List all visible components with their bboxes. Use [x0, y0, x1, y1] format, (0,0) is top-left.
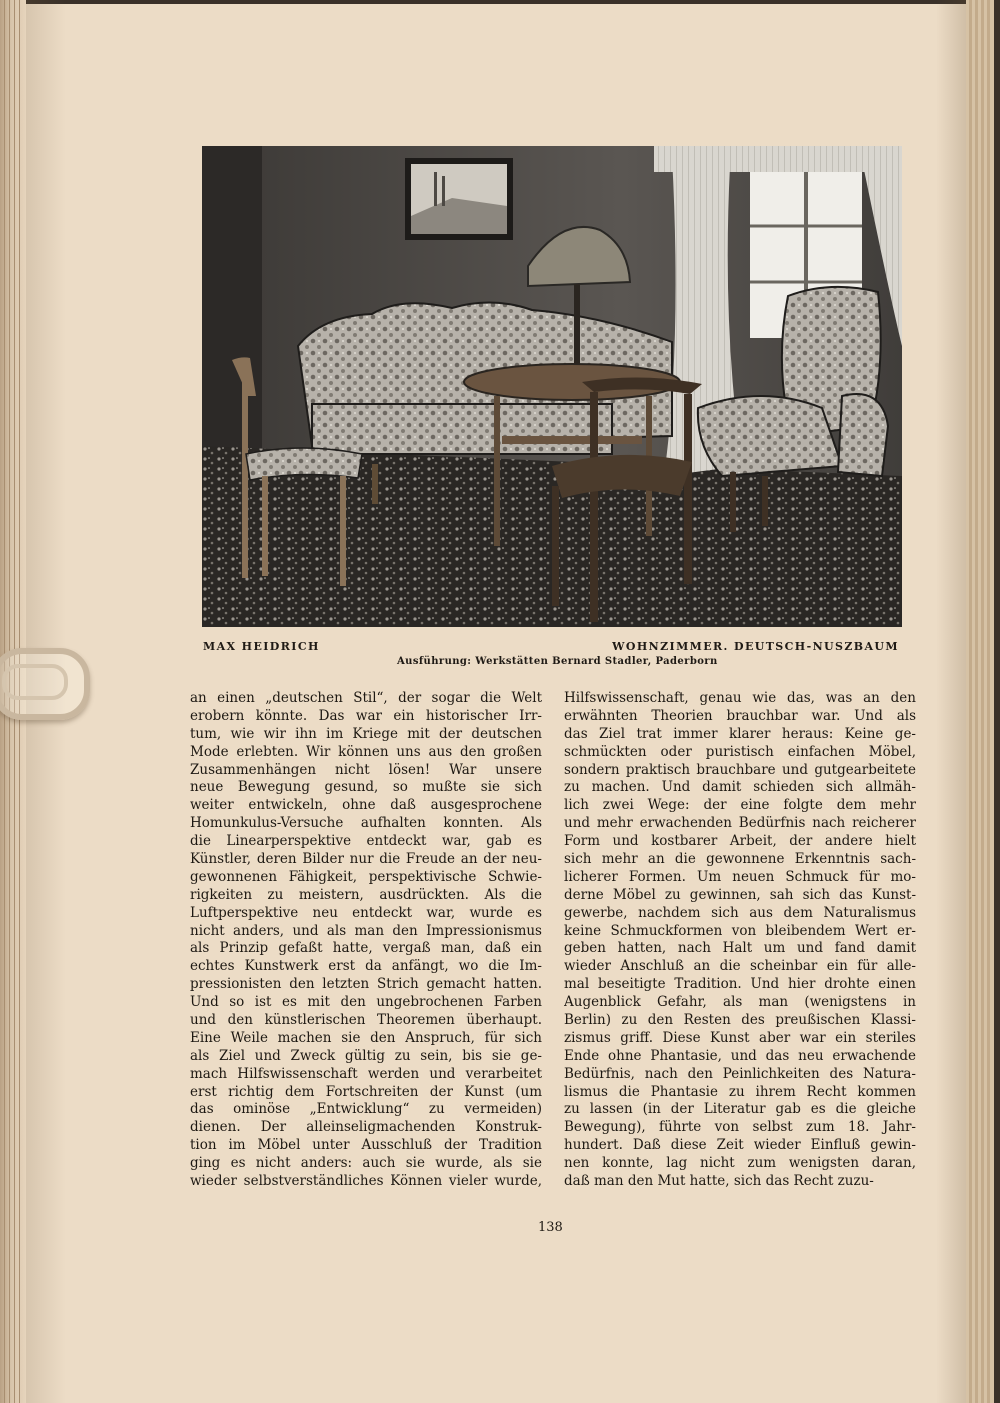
text-line: das ominöse „Entwicklung“ zu vermeiden): [190, 1101, 542, 1118]
text-line: und mehr erwachenden Bedürfnis nach reicherer: [564, 815, 916, 832]
text-line: Augenblick Gefahr, als man (wenigstens in: [564, 994, 916, 1011]
text-line: Künstler, deren Bilder nur die Freude an der neu-: [190, 851, 542, 868]
scan-top-border: [0, 0, 1000, 4]
text-line: Mode erlebten. Wir können uns aus den großen: [190, 743, 542, 760]
text-line: das Ziel trat immer klarer heraus: Keine ge-: [564, 725, 916, 742]
text-line: mal beseitigte Tradition. Und hier drohte einen: [564, 976, 916, 993]
text-line: Berlin) zu den Resten des preußischen Klassi-: [564, 1012, 916, 1029]
scan-right-border: [994, 0, 1000, 1403]
text-line: mach Hilfswissenschaft werden und verarbeitet: [190, 1065, 542, 1082]
text-line: Und so ist es mit den ungebrochenen Farben: [190, 994, 542, 1011]
text-line: nen konnte, lag nicht zum wenigsten daran,: [564, 1155, 916, 1172]
text-line: erst richtig dem Fortschreiten der Kunst (um: [190, 1083, 542, 1100]
text-line: zu lassen (in der Literatur gab es die gleiche: [564, 1101, 916, 1118]
text-line: Luftperspektive neu entdeckt war, wurde es: [190, 904, 542, 921]
text-line: daß man den Mut hatte, sich das Recht zuzu-: [564, 1173, 874, 1190]
text-line: nicht anders, und als man den Impressionismus: [190, 922, 542, 939]
text-line: pressionisten den letzten Strich gemacht hatten.: [190, 976, 542, 993]
text-line: als Prinzip gefaßt hatte, vergaß man, daß ein: [190, 940, 542, 957]
text-line: zu machen. Und damit schieden sich allmäh-: [564, 779, 916, 796]
text-line: an einen „deutschen Stil“, der sogar die Welt: [190, 690, 542, 706]
text-line: lismus die Phantasie zu ihrem Recht kommen: [564, 1083, 916, 1100]
photo-drawing: [202, 146, 902, 627]
text-line: echtes Kunstwerk erst da anfängt, wo die Im-: [190, 958, 542, 975]
text-line: die Linearperspektive entdeckt war, gab es: [190, 833, 542, 850]
text-line: licherer Formen. Um neuen Schmuck für mo-: [564, 868, 916, 885]
living-room-photograph: [202, 146, 902, 627]
text-line: schmückten oder puristisch einfachen Möbel,: [564, 743, 916, 760]
text-line: rigkeiten zu meistern, ausdrückten. Als die: [190, 886, 542, 903]
page-number: 138: [538, 1220, 563, 1235]
text-line: gewonnenen Fähigkeit, perspektivische Schwie-: [190, 868, 542, 885]
text-line: wieder selbstverständliches Können vieler wurde,: [190, 1173, 542, 1190]
text-line: keine Schmuckformen von bleibendem Wert er-: [564, 922, 916, 939]
text-line: geben hatten, nach Halt um und fand damit: [564, 940, 916, 957]
text-line: Homunkulus-Versuche aufhalten konnten. Als: [190, 815, 542, 832]
paper-clip: [0, 648, 90, 720]
text-line: derne Möbel zu gewinnen, sah sich das Kunst-: [564, 886, 916, 903]
text-line: Bewegung), führte von selbst zum 18. Jahr-: [564, 1119, 916, 1136]
text-line: weiter entwickeln, ohne daß ausgesprochene: [190, 797, 542, 814]
text-column-left: [190, 690, 542, 1191]
text-line: und den künstlerischen Theoremen überhaupt.: [190, 1012, 542, 1029]
text-line: Hilfswissenschaft, genau wie das, was an den: [564, 690, 916, 706]
text-line: Bedürfnis, nach den Peinlichkeiten des Natura-: [564, 1065, 916, 1082]
text-line: Eine Weile machen sie den Anspruch, für sich: [190, 1029, 542, 1046]
text-line: tum, wie wir ihn im Kriege mit der deutschen: [190, 725, 542, 742]
text-line: tion im Möbel unter Ausschluß der Tradition: [190, 1137, 542, 1154]
text-line: Form und kostbarer Arbeit, der andere hielt: [564, 833, 916, 850]
text-line: wieder Anschluß an die scheinbar ein für alle-: [564, 958, 916, 975]
text-line: neue Bewegung gesund, so mußte sie sich: [190, 779, 542, 796]
text-line: gewerbe, nachdem sich aus dem Naturalismus: [564, 904, 916, 921]
photo-artist: MAX HEIDRICH: [203, 640, 320, 653]
text-line: Ende ohne Phantasie, und das neu erwachende: [564, 1047, 916, 1064]
text-line: erwähnten Theorien brauchbar war. Und als: [564, 707, 916, 724]
photo-credit: Ausführung: Werkstätten Bernard Stadler, Paderborn: [397, 656, 718, 667]
text-line: dienen. Der alleinseligmachenden Konstruk-: [190, 1119, 542, 1136]
text-line: lich zwei Wege: der eine folgte dem mehr: [564, 797, 916, 814]
text-line: sich mehr an die gewonnene Erkenntnis sach-: [564, 851, 916, 868]
text-line: als Ziel und Zweck gültig zu sein, bis sie ge-: [190, 1047, 542, 1064]
text-line: hundert. Daß diese Zeit wieder Einfluß gewin-: [564, 1137, 916, 1154]
text-line: zismus griff. Diese Kunst aber war ein steriles: [564, 1029, 916, 1046]
text-line: ging es nicht anders: auch sie wurde, als sie: [190, 1155, 542, 1172]
text-line: sondern praktisch brauchbare und gutgearbeitete: [564, 761, 916, 778]
text-line: Zusammenhängen nicht lösen! War unsere: [190, 761, 542, 778]
photo-title: WOHNZIMMER. DEUTSCH-NUSZBAUM: [612, 640, 899, 653]
text-line: erobern könnte. Das war ein historischer Irr-: [190, 707, 542, 724]
right-edge-shadow: [936, 0, 966, 1403]
text-column-right: [564, 690, 916, 1191]
